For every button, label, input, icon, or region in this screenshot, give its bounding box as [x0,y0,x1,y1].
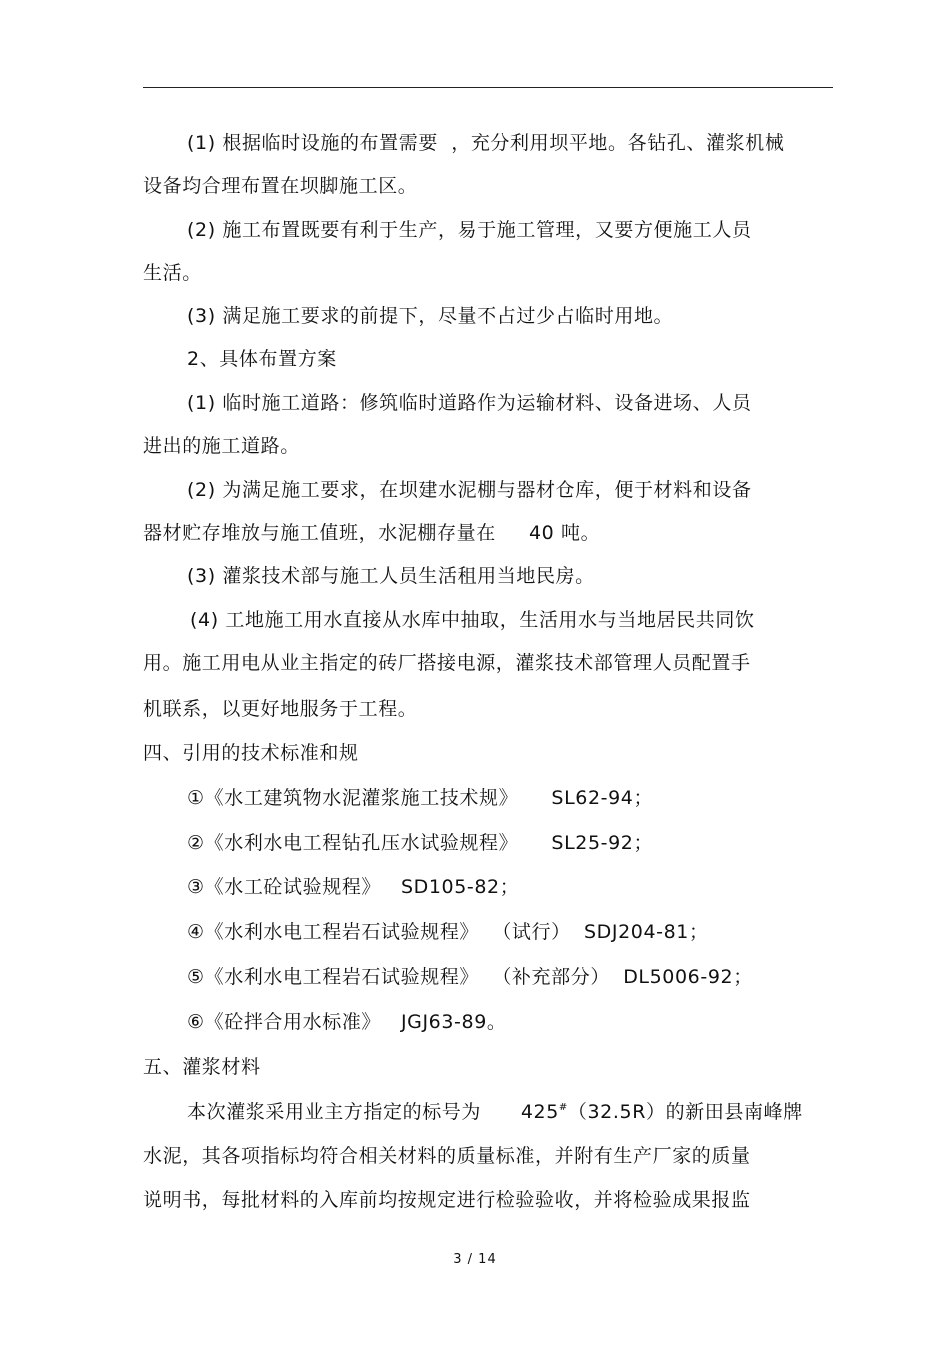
reference-item: ②《水利水电工程钻孔压水试验规程》 SL25-92； [187,832,654,854]
section-heading: 四、引用的技术标准和规 [143,742,359,764]
text-line: 说明书，每批材料的入库前均按规定进行检验验收，并将检验成果报监 [143,1189,751,1211]
text-segment: 本次灌浆采用业主方指定的标号为 425 [187,1101,559,1123]
reference-item: ⑥《砼拌合用水标准》 JGJ63-89。 [187,1011,507,1033]
reference-item: ④《水利水电工程岩石试验规程》 （试行） SDJ204-81； [187,921,709,943]
text-line: (1) 临时施工道路：修筑临时道路作为运输材料、设备进场、人员 [187,392,752,414]
text-line: (3) 灌浆技术部与施工人员生活租用当地民房。 [187,565,595,587]
text-line [187,1099,803,1125]
reference-item: ⑤《水利水电工程岩石试验规程》 （补充部分） DL5006-92； [187,966,753,988]
text-line: 生活。 [143,262,202,284]
text-line: (2) 施工布置既要有利于生产，易于施工管理，又要方便施工人员 [187,219,752,241]
header-rule [143,87,833,88]
text-line: 用。施工用电从业主指定的砖厂搭接电源，灌浆技术部管理人员配置手 [143,652,751,674]
page-number: 3 / 14 [453,1252,497,1267]
reference-item: ③《水工砼试验规程》 SD105-82； [187,876,520,898]
text-line: 机联系，以更好地服务于工程。 [143,698,418,720]
text-line: 设备均合理布置在坝脚施工区。 [143,175,418,197]
text-segment: （32.5R）的新田县南峰牌 [567,1101,803,1123]
text-line: (2) 为满足施工要求，在坝建水泥棚与器材仓库，便于材料和设备 [187,479,752,501]
section-heading: 2、具体布置方案 [187,348,337,370]
text-line: (1) 根据临时设施的布置需要 ，充分利用坝平地。各钻孔、灌浆机械 [187,132,785,154]
reference-item: ①《水工建筑物水泥灌浆施工技术规》 SL62-94； [187,787,654,809]
text-line: (4) 工地施工用水直接从水库中抽取，生活用水与当地居民共同饮 [190,609,755,631]
text-line: (3) 满足施工要求的前提下，尽量不占过少占临时用地。 [187,305,674,327]
text-line: 进出的施工道路。 [143,435,300,457]
text-line: 水泥，其各项指标均符合相关材料的质量标准，并附有生产厂家的质量 [143,1145,751,1167]
text-line: 器材贮存堆放与施工值班，水泥棚存量在 40 吨。 [143,522,601,544]
grade-mark: # [558,1102,568,1113]
section-heading: 五、灌浆材料 [143,1056,261,1078]
